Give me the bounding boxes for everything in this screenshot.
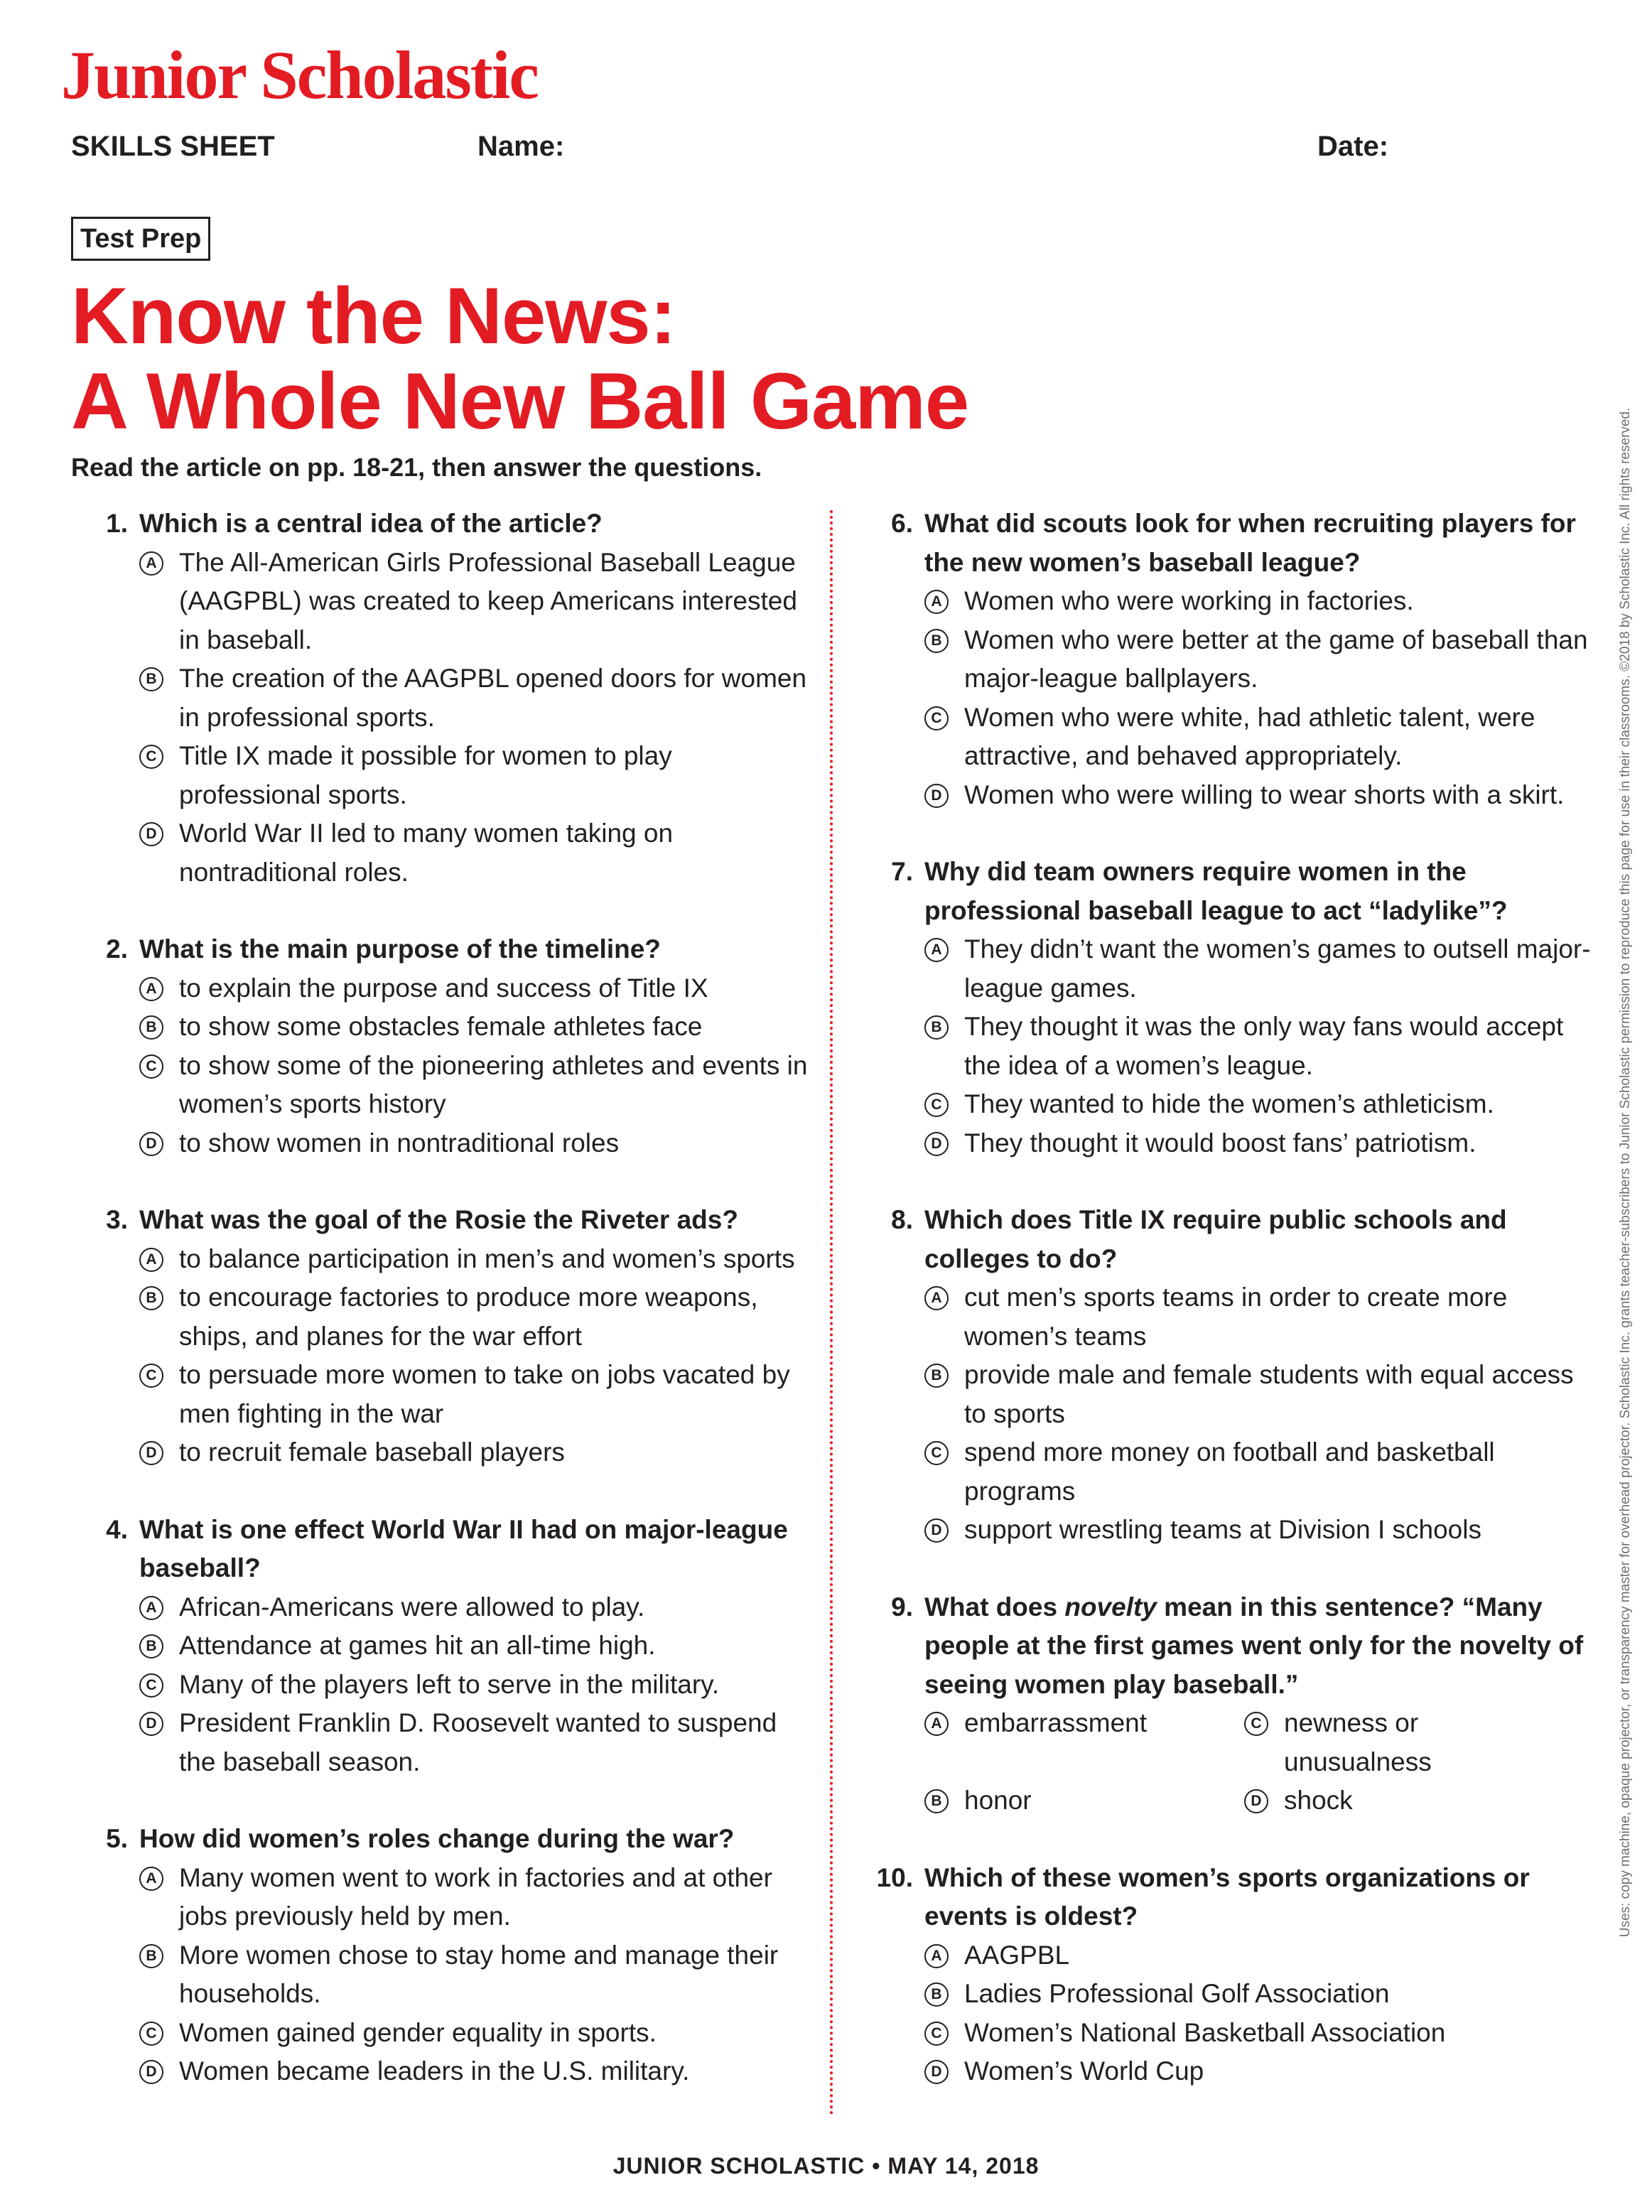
option-c-circle-icon: C [139,745,163,769]
question-5 [71,1820,810,2091]
question-text: What was the goal of the Rosie the Riveter ads? [139,1205,738,1234]
option-text: shock [1284,1786,1353,1815]
right-column [856,505,1602,2091]
answer-option-a[interactable] [139,1588,810,1627]
answer-option-d[interactable] [139,814,810,892]
option-b-circle-icon: B [924,1364,949,1388]
option-text: World War II led to many women taking on nontraditional roles. [179,819,674,887]
option-text: More women chose to stay home and manage their households. [179,1940,779,2008]
instructions: Read the article on pp. 18-21, then answer the questions. [71,453,762,482]
option-c-circle-icon: C [1244,1712,1268,1736]
question-number: 2. [106,934,128,964]
question-3 [71,1201,810,1472]
option-text: support wrestling teams at Division I schools [964,1515,1481,1544]
answer-option-d[interactable] [139,2052,810,2091]
page-footer: JUNIOR SCHOLASTIC • MAY 14, 2018 [612,2153,1040,2179]
question-text [924,1588,1602,1705]
question-text: What did scouts look for when recruiting players for the new women’s baseball league? [924,509,1576,577]
option-d-circle-icon: D [139,822,163,846]
answer-option-d[interactable] [924,1124,1602,1163]
option-b-circle-icon: B [924,1982,949,2007]
question-4 [71,1511,810,1782]
option-text: They wanted to hide the women’s athleticism. [964,1089,1494,1118]
option-b-circle-icon: B [139,1286,163,1310]
question-text: Which of these women’s sports organizations or events is oldest? [924,1862,1530,1931]
answer-option-a[interactable] [139,544,810,660]
question-text: What is one effect World War II had on major-league baseball? [139,1514,788,1582]
option-text: to explain the purpose and success of Title IX [179,973,708,1003]
answer-option-a[interactable] [924,582,1602,621]
option-text: Many women went to work in factories and at other jobs previously held by men. [179,1862,772,1931]
title-line-2: A Whole New Ball Game [71,357,969,446]
answer-option-b[interactable] [139,659,810,737]
answer-option-a[interactable] [924,930,1602,1008]
option-c-circle-icon: C [139,2022,163,2046]
answer-option-b[interactable] [139,1626,810,1666]
option-a-circle-icon: A [139,1248,163,1272]
answer-option-c[interactable] [924,1085,1602,1124]
answer-option-c[interactable] [924,1433,1602,1511]
option-d-circle-icon: D [924,1518,949,1543]
answer-option-c[interactable] [139,1666,810,1705]
option-d-circle-icon: D [139,1132,163,1156]
option-text: Many of the players left to serve in the military. [179,1669,720,1699]
option-text: Attendance at games hit an all-time high. [179,1631,656,1660]
option-text: AAGPBL [964,1940,1070,1970]
answer-option-b[interactable] [924,1008,1602,1085]
option-text: to show women in nontraditional roles [179,1128,620,1158]
question-text: Which does Title IX require public schools and colleges to do? [924,1205,1507,1273]
skills-sheet-label: SKILLS SHEET [71,131,275,162]
answer-option-a[interactable] [139,1859,810,1936]
option-text: embarrassment [964,1708,1148,1737]
answer-option-c[interactable] [1244,1704,1543,1781]
option-text: Ladies Professional Golf Association [964,1979,1390,2008]
option-text: They thought it would boost fans’ patriotism. [964,1128,1476,1158]
option-text: provide male and female students with equal access to sports [964,1360,1574,1428]
answer-option-c[interactable] [924,698,1602,776]
title-line-1: Know the News: [71,271,676,360]
answer-option-d[interactable] [1244,1781,1543,1820]
answer-option-d[interactable] [139,1433,810,1472]
junior-scholastic-logo: Junior Scholastic [61,37,538,113]
option-b-circle-icon: B [139,1015,163,1040]
question-text: Which is a central idea of the article? [139,509,603,538]
answer-option-d[interactable] [924,2052,1602,2091]
option-b-circle-icon: B [924,629,949,653]
option-text: to encourage factories to produce more weapons, ships, and planes for the war effort [179,1283,758,1351]
option-text: African-Americans were allowed to play. [179,1592,645,1622]
option-text: Women’s World Cup [964,2056,1204,2086]
column-divider [830,510,833,2116]
option-text: to balance participation in men’s and women’s sports [179,1243,795,1273]
answer-option-b[interactable] [139,1278,810,1356]
option-text: to recruit female baseball players [179,1437,565,1467]
question-number: 10. [876,1862,913,1892]
answer-option-a[interactable] [139,969,810,1008]
option-d-circle-icon: D [924,784,949,808]
question-number: 6. [891,509,913,538]
option-text: Women who were willing to wear shorts with a skirt. [964,779,1565,809]
option-text: cut men’s sports teams in order to create more women’s teams [964,1283,1508,1351]
question-1 [71,505,810,892]
answer-option-a[interactable] [924,1704,1244,1781]
answer-option-d[interactable] [924,776,1602,815]
question-text: What is the main purpose of the timeline? [139,934,661,964]
option-b-circle-icon: B [139,667,163,691]
option-c-circle-icon: C [139,1054,163,1079]
option-d-circle-icon: D [924,1132,949,1156]
option-text: newness or unusualness [1284,1708,1432,1776]
option-d-circle-icon: D [139,2060,163,2084]
option-c-circle-icon: C [924,1441,949,1465]
option-a-circle-icon: A [924,590,949,614]
option-text: Women became leaders in the U.S. military. [179,2056,690,2086]
answer-option-b[interactable] [139,1008,810,1047]
answer-option-d[interactable] [139,1704,810,1781]
question-text: How did women’s roles change during the war? [139,1824,735,1853]
test-prep-tag: Test Prep [71,217,210,261]
option-c-circle-icon: C [924,2022,949,2046]
answer-option-d[interactable] [924,1511,1602,1550]
option-text: to persuade more women to take on jobs vacated by men fighting in the war [179,1360,790,1428]
option-text: They thought it was the only way fans would accept the idea of a women’s league. [964,1012,1564,1080]
answer-options-grid [924,1704,1602,1820]
option-d-circle-icon: D [139,1712,163,1736]
option-text: Women gained gender equality in sports. [179,2017,657,2047]
question-number: 5. [106,1824,128,1853]
question-10 [856,1859,1602,2091]
answer-option-b[interactable] [924,1781,1244,1820]
question-7 [856,853,1602,1162]
option-a-circle-icon: A [139,1867,163,1891]
option-text: President Franklin D. Roosevelt wanted to suspend the baseball season. [179,1708,777,1776]
question-number: 1. [106,509,128,538]
question-number: 7. [891,857,913,886]
question-text-italic: novelty [1064,1592,1157,1622]
answer-option-a[interactable] [139,1240,810,1279]
option-b-circle-icon: B [139,1634,163,1658]
option-b-circle-icon: B [139,1944,163,1968]
option-d-circle-icon: D [1244,1789,1268,1813]
option-c-circle-icon: C [139,1673,163,1698]
question-number: 8. [891,1205,913,1234]
option-b-circle-icon: B [924,1789,949,1813]
question-2 [71,930,810,1162]
question-6 [856,505,1602,814]
option-text: to show some of the pioneering athletes and events in women’s sports history [179,1050,808,1118]
answer-option-c[interactable] [139,2014,810,2053]
answer-option-a[interactable] [924,1278,1602,1356]
question-9 [856,1588,1602,1820]
answer-option-c[interactable] [139,1356,810,1433]
option-a-circle-icon: A [924,1712,949,1736]
option-b-circle-icon: B [924,1015,949,1040]
copyright-notice [1619,227,1633,2117]
question-text-part: mean in this sentence? “Many people at the first games went only for the novelty of seeing women play baseball.” [924,1592,1584,1699]
page-title [71,271,969,446]
option-text: Title IX made it possible for women to play professional sports. [179,741,672,809]
option-c-circle-icon: C [924,1093,949,1117]
option-text: honor [964,1786,1032,1815]
question-number: 4. [106,1514,128,1544]
answer-option-b[interactable] [924,1975,1602,2014]
answer-option-c[interactable] [139,737,810,814]
answer-option-b[interactable] [924,1356,1602,1433]
option-text: Women who were better at the game of baseball than major-league ballplayers. [964,625,1588,693]
date-label: Date: [1317,131,1389,162]
option-text: to show some obstacles female athletes face [179,1012,703,1041]
option-text: They didn’t want the women’s games to outsell major-league games. [964,934,1591,1003]
question-number: 3. [106,1205,128,1234]
option-a-circle-icon: A [139,551,163,576]
left-column [71,505,810,2091]
option-text: Women who were white, had athletic talent, were attractive, and behaved appropriately. [964,702,1535,770]
question-number: 9. [891,1592,913,1622]
option-a-circle-icon: A [139,1596,163,1620]
option-text: The creation of the AAGPBL opened doors for women in professional sports. [179,664,807,732]
option-text: Women who were working in factories. [964,586,1414,615]
question-text-part: What does [924,1592,1065,1622]
answer-option-a[interactable] [924,1936,1602,1975]
option-text: Women’s National Basketball Association [964,2017,1446,2047]
option-c-circle-icon: C [924,706,949,730]
option-a-circle-icon: A [924,1944,949,1968]
answer-option-c[interactable] [924,2014,1602,2053]
option-c-circle-icon: C [139,1364,163,1388]
question-text: Why did team owners require women in the professional baseball league to act “ladylike”? [924,857,1508,925]
option-a-circle-icon: A [924,1286,949,1310]
answer-option-d[interactable] [139,1124,810,1163]
answer-option-b[interactable] [139,1936,810,2014]
option-d-circle-icon: D [139,1441,163,1465]
answer-option-b[interactable] [924,621,1602,698]
option-text: spend more money on football and basketball programs [964,1437,1495,1506]
name-label: Name: [477,131,565,162]
question-8 [856,1201,1602,1550]
copyright-text: Uses: copy machine, opaque projector, or transparency master for overhead projector. Scholastic Inc. grants teacher-subscribers to Junior Scholastic permission to reproduce this page for use in their classrooms. ©2018 by Scholastic Inc. All rights reserved. [1618,407,1633,1938]
option-text: The All-American Girls Professional Baseball League (AAGPBL) was created to keep Americans interested in baseball. [179,547,797,654]
option-a-circle-icon: A [139,977,163,1001]
option-d-circle-icon: D [924,2060,949,2084]
answer-option-c[interactable] [139,1047,810,1124]
option-a-circle-icon: A [924,938,949,962]
